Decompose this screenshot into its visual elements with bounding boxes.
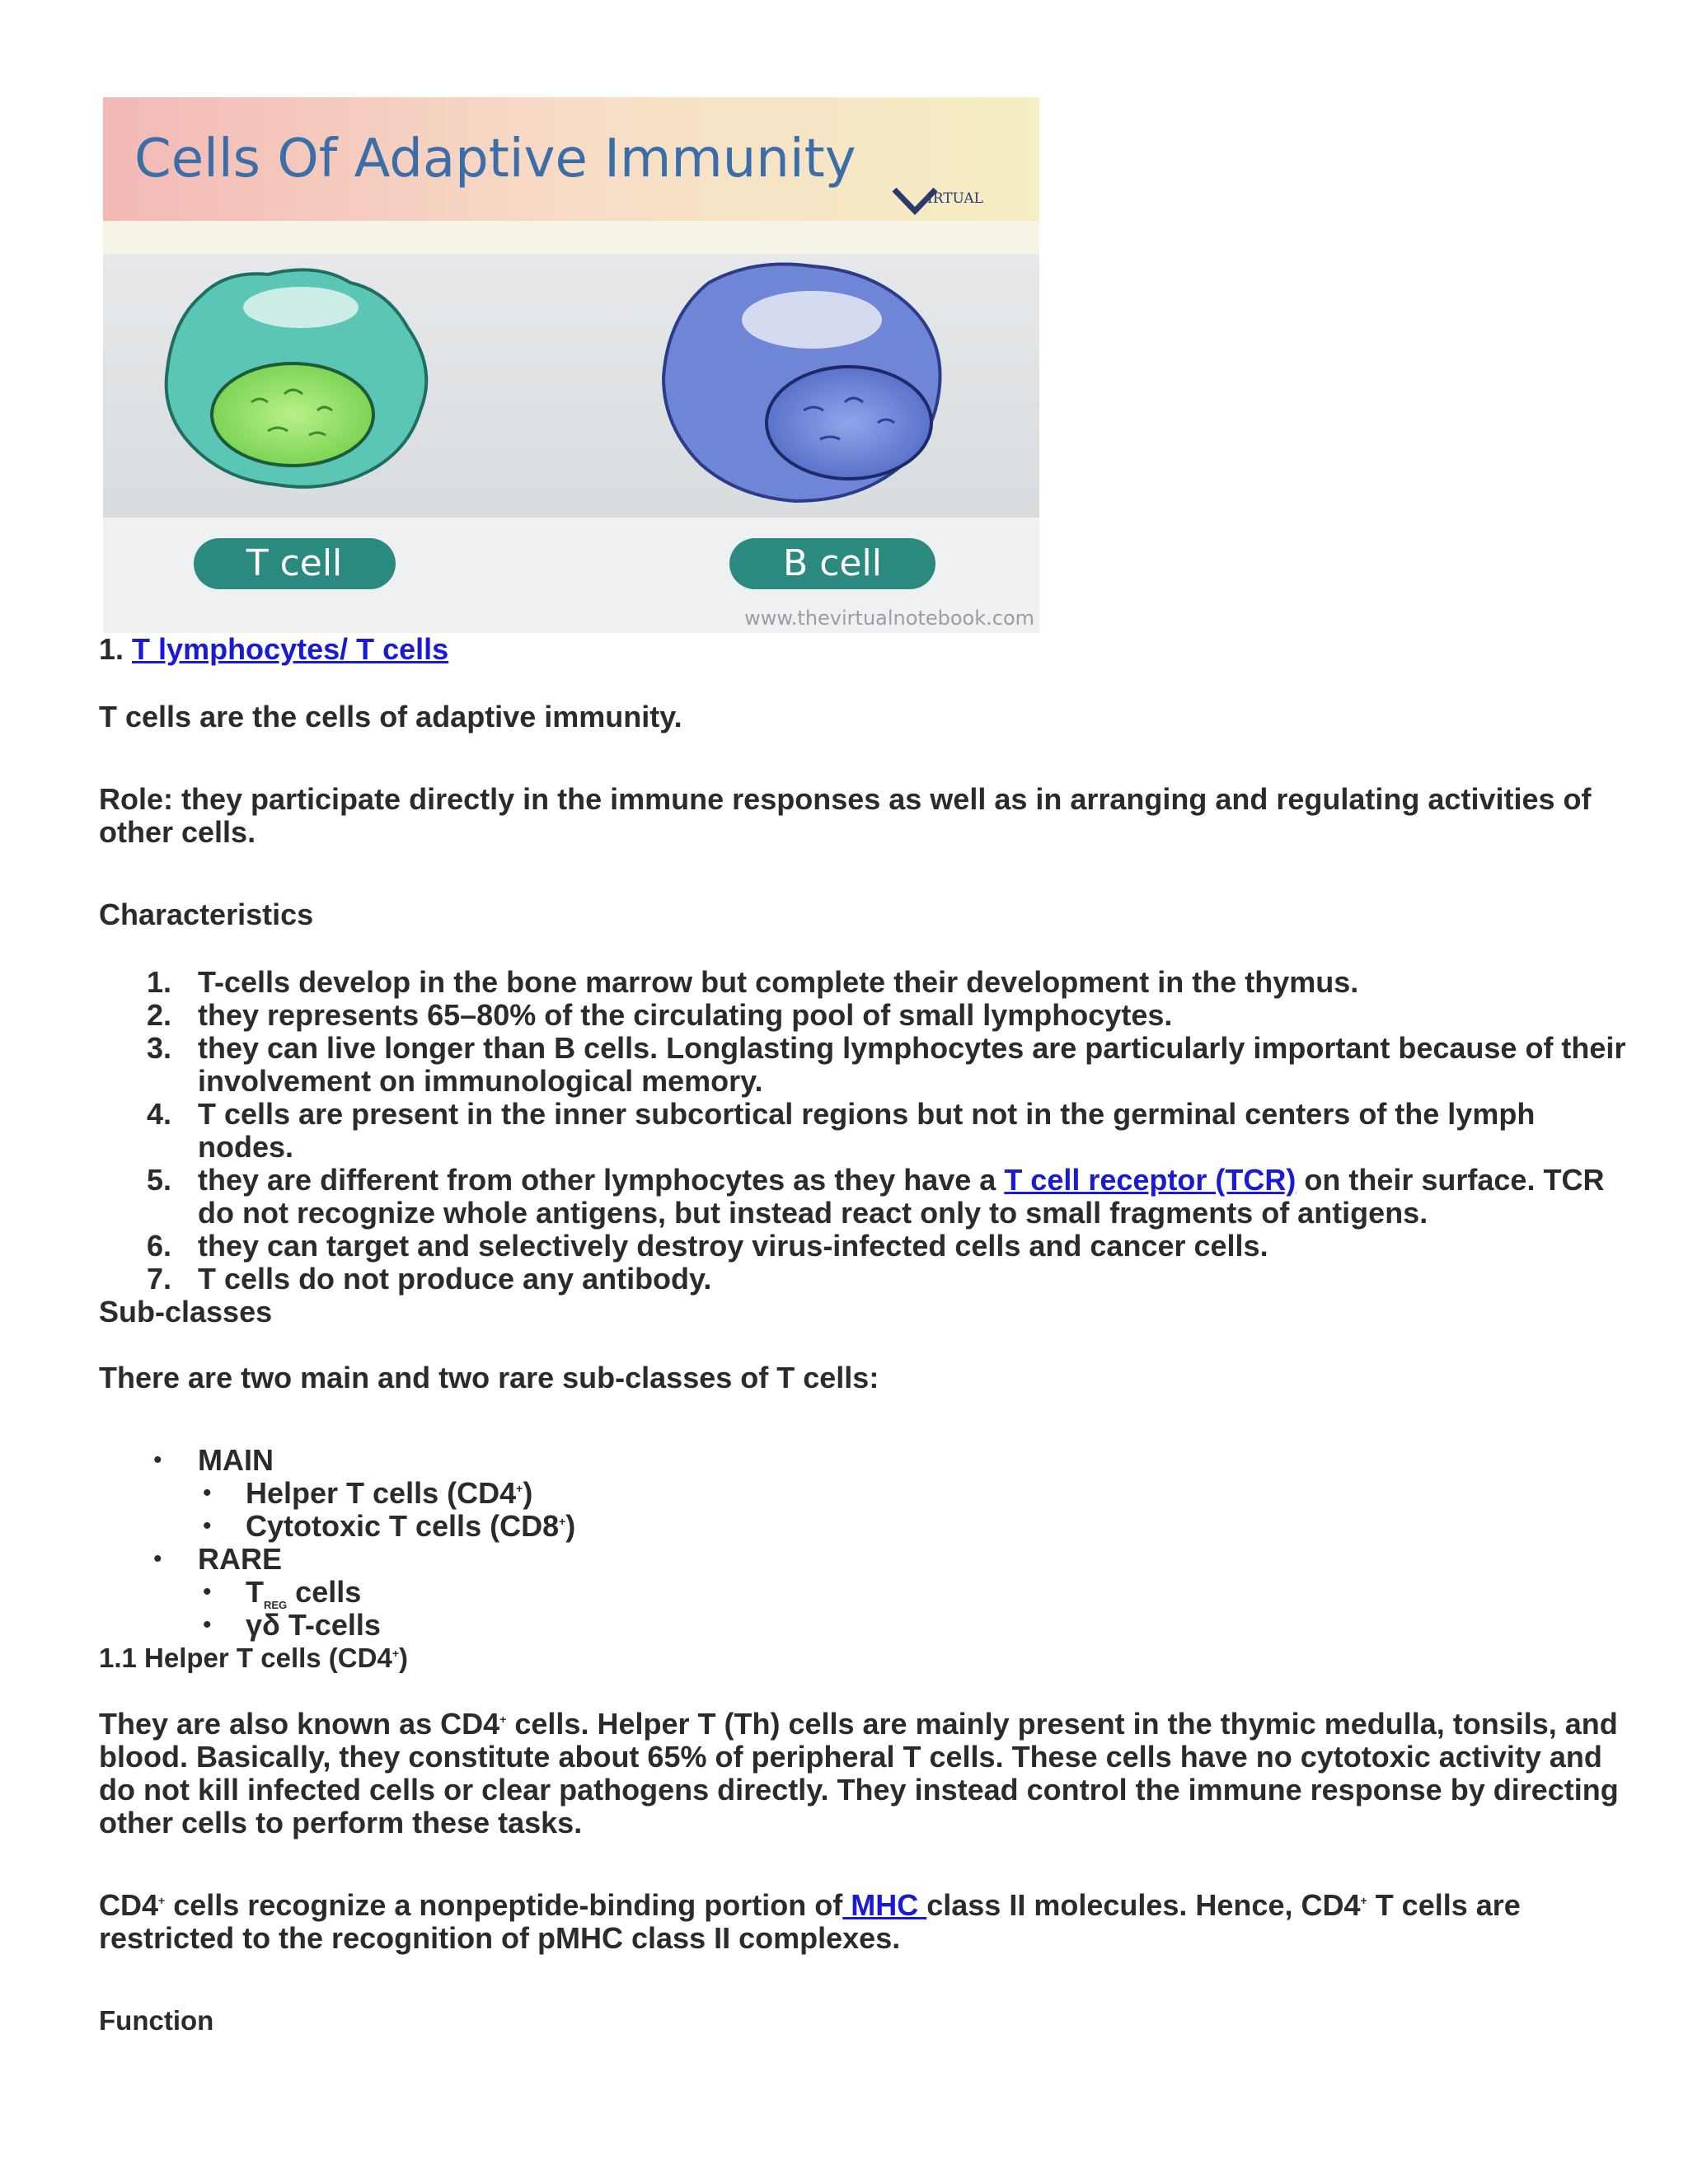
role-line-2: other cells. xyxy=(99,815,256,849)
paragraph-text: cells recognize a nonpeptide-binding portion of xyxy=(165,1888,843,1922)
subscript: REG xyxy=(264,1599,288,1612)
list-number: 6. xyxy=(147,1229,172,1263)
list-item-continued: do not recognize whole antigens, but instead react only to small fragments of antigens. xyxy=(198,1196,1428,1230)
characteristics-heading: Characteristics xyxy=(99,898,314,931)
list-item-main: MAIN xyxy=(198,1443,274,1477)
hero-figure xyxy=(103,97,1039,633)
role-line-1: Role: they participate directly in the immune responses as well as in arranging and regulating activities of xyxy=(99,782,1592,816)
list-item: they represents 65–80% of the circulating pool of small lymphocytes. xyxy=(198,998,1173,1032)
tcr-link[interactable]: T cell receptor (TCR) xyxy=(1004,1163,1296,1197)
paragraph-text: class II molecules. Hence, CD4 xyxy=(926,1888,1361,1922)
subclasses-intro: There are two main and two rare sub-classes of T cells: xyxy=(99,1361,879,1394)
list-number: 5. xyxy=(147,1163,172,1197)
list-item-text: Helper T cells (CD4 xyxy=(246,1476,517,1510)
b-cell-illustration xyxy=(663,265,940,502)
section-1-heading xyxy=(99,633,448,666)
superscript: + xyxy=(559,1515,566,1528)
bullet-icon: • xyxy=(203,1611,212,1638)
helper-paragraph-line-3: do not kill infected cells or clear pathogens directly. They instead control the immune response by directing xyxy=(99,1773,1619,1807)
list-item-text: they are different from other lymphocytes as they have a xyxy=(198,1163,1005,1197)
superscript: + xyxy=(158,1894,166,1907)
banner-lower xyxy=(103,221,1039,254)
list-item: they can target and selectively destroy virus-infected cells and cancer cells. xyxy=(198,1229,1268,1263)
list-item-gamma-delta: γδ T-cells xyxy=(246,1608,381,1642)
list-number: 7. xyxy=(147,1262,172,1296)
list-number: 4. xyxy=(147,1097,172,1131)
list-item-text: on their surface. TCR xyxy=(1296,1163,1605,1197)
function-heading: Function xyxy=(99,2005,214,2036)
paragraph-text: T cells are xyxy=(1367,1888,1521,1922)
virtual-logo-text: IRTUAL xyxy=(927,190,983,207)
section-1-1-heading xyxy=(99,1642,408,1675)
superscript: + xyxy=(392,1647,400,1660)
paragraph-text: CD4 xyxy=(99,1888,159,1922)
list-item-text: T xyxy=(246,1575,264,1609)
bullet-icon: • xyxy=(153,1446,162,1474)
list-item-continued: involvement on immunological memory. xyxy=(198,1064,763,1098)
section-1-number: 1. xyxy=(99,632,124,666)
t-cell-label: T cell xyxy=(246,542,343,584)
intro-text: T cells are the cells of adaptive immunity. xyxy=(99,700,682,733)
list-number: 1. xyxy=(147,965,172,999)
heading-text: ) xyxy=(399,1643,409,1673)
helper-paragraph-line-4: other cells to perform these tasks. xyxy=(99,1806,583,1840)
list-number: 3. xyxy=(147,1031,172,1065)
superscript: + xyxy=(1360,1894,1367,1907)
subclasses-heading: Sub-classes xyxy=(99,1295,273,1329)
cd4-paragraph-line-2: restricted to the recognition of pMHC class II complexes. xyxy=(99,1921,901,1955)
list-item: T cells are present in the inner subcortical regions but not in the germinal centers of the lymph xyxy=(198,1097,1536,1131)
superscript: + xyxy=(516,1482,523,1495)
heading-text: 1.1 Helper T cells (CD4 xyxy=(99,1643,392,1673)
list-number: 2. xyxy=(147,998,172,1032)
list-item xyxy=(198,1164,1604,1197)
bullet-icon: • xyxy=(203,1512,212,1540)
bullet-icon: • xyxy=(203,1578,212,1605)
list-item: T cells do not produce any antibody. xyxy=(198,1262,712,1296)
bullet-icon: • xyxy=(153,1545,162,1572)
list-item-helper xyxy=(246,1477,532,1510)
list-item-continued: nodes. xyxy=(198,1130,294,1164)
list-item-treg xyxy=(246,1575,362,1612)
t-lymphocytes-link[interactable]: T lymphocytes/ T cells xyxy=(132,632,449,666)
superscript: + xyxy=(499,1713,507,1726)
list-item-text: Cytotoxic T cells (CD8 xyxy=(246,1509,560,1543)
list-item-cytotoxic xyxy=(246,1510,575,1543)
list-item-rare: RARE xyxy=(198,1542,283,1576)
figure-watermark: www.thevirtualnotebook.com xyxy=(744,607,1034,630)
paragraph-text: They are also known as CD4 xyxy=(99,1707,500,1741)
paragraph-text: cells. Helper T (Th) cells are mainly present in the thymic medulla, tonsils, and xyxy=(506,1707,1618,1741)
list-item-text: cells xyxy=(287,1575,362,1609)
list-item-text: ) xyxy=(565,1509,576,1543)
b-cell-label: B cell xyxy=(783,542,882,584)
mhc-link[interactable]: MHC xyxy=(842,1888,927,1922)
cd4-paragraph-line-1 xyxy=(99,1889,1521,1922)
helper-paragraph-line-2: blood. Basically, they constitute about 65% of peripheral T cells. These cells have no cytotoxic activity and xyxy=(99,1740,1602,1774)
bullet-icon: • xyxy=(203,1479,212,1507)
list-item: T-cells develop in the bone marrow but complete their development in the thymus. xyxy=(198,965,1359,999)
helper-paragraph-line-1 xyxy=(99,1708,1618,1741)
figure-title: Cells Of Adaptive Immunity xyxy=(134,129,856,190)
t-cell-illustration xyxy=(166,269,427,486)
list-item-text: ) xyxy=(523,1476,533,1510)
list-item: they can live longer than B cells. Longlasting lymphocytes are particularly important because of their xyxy=(198,1031,1626,1065)
